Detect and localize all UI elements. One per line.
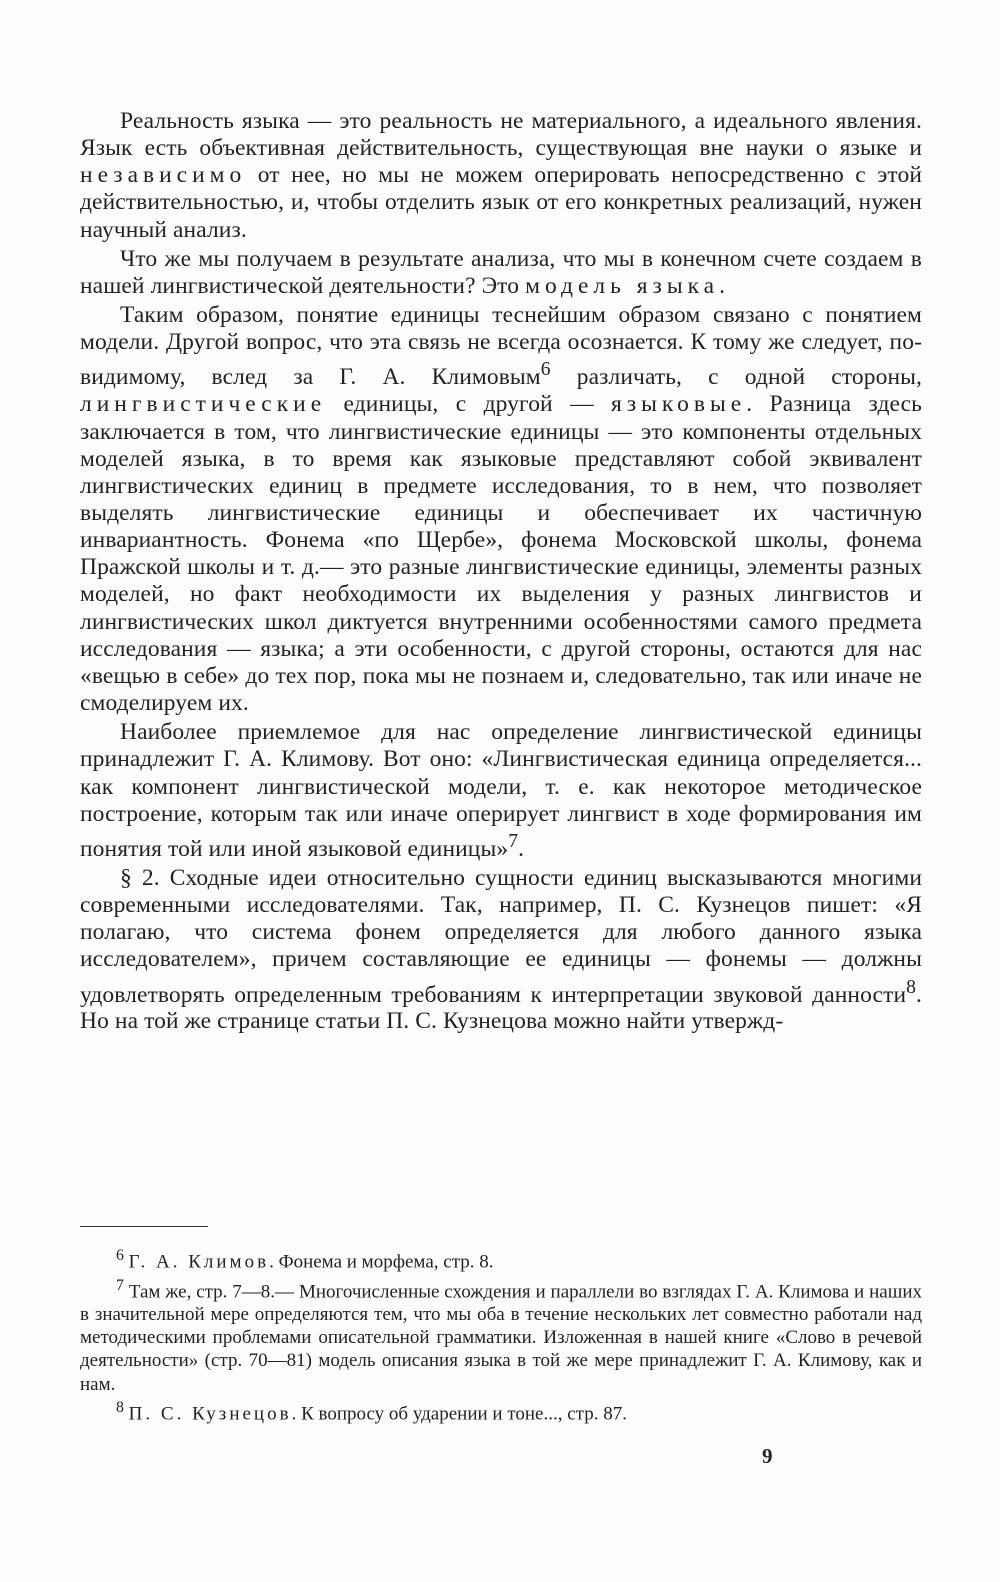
footnote-8 xyxy=(80,1396,922,1426)
paragraph-1 xyxy=(80,108,922,244)
footnote-ref-7: 7 xyxy=(508,830,519,852)
paragraph-3-text-3: единицы, с другой — xyxy=(326,391,612,418)
paragraph-2-text: Что же мы получаем в результате анализа, что мы в конечном счете создаем в нашей лингвистической деятельности? Это xyxy=(80,245,922,299)
footnote-7 xyxy=(80,1274,922,1396)
footnote-ref-8: 8 xyxy=(906,976,917,998)
footnote-8-mark: 8 xyxy=(116,1398,124,1416)
footnote-6-mark: 6 xyxy=(116,1247,124,1264)
footnote-divider xyxy=(80,1226,208,1227)
page-number: 9 xyxy=(762,1444,773,1468)
paragraph-2 xyxy=(80,246,922,300)
footnote-7-mark: 7 xyxy=(116,1276,124,1294)
paragraph-5-tail: . Но на той же странице статьи П. С. Кузнецова можно найти утвержд- xyxy=(80,981,922,1035)
main-text-body xyxy=(80,108,922,1036)
paragraph-3 xyxy=(80,302,922,717)
footnote-8-text: . К вопросу об ударении и тоне..., стр. 87. xyxy=(291,1403,627,1425)
paragraph-1-tail: от нее, но мы не можем оперировать непосредственно с этой действительностью, и, чтобы отделить язык от его конкретных реализаций, нужен научный анализ. xyxy=(80,162,922,243)
paragraph-1-text: Реальность языка — это реальность не материального, а идеального явления. Язык есть объективная действительность, существующая вне науки о языке и xyxy=(80,108,922,162)
footnote-6-text: . Фонема и морфема, стр. 8. xyxy=(269,1251,494,1273)
paragraph-4 xyxy=(80,719,922,863)
footnote-6 xyxy=(80,1244,922,1274)
footnotes xyxy=(80,1244,922,1425)
footnote-ref-6: 6 xyxy=(540,359,551,381)
paragraph-2-tail: . xyxy=(719,272,726,299)
paragraph-3-spaced-term-2: языковые xyxy=(611,391,747,418)
paragraph-5 xyxy=(80,865,922,1036)
paragraph-3-spaced-term-1: лингвистические xyxy=(80,391,327,418)
paragraph-4-text: Наиболее приемлемое для нас определение лингвистической единицы принадлежит Г. А. Климову. Вот оно: «Лингвистическая единица определяется... как компонент лингвистической модели, т. е. как некоторое методическое построение, которым так или иначе оперирует лингвист в ходе формирования им понятия той или иной языковой единицы» xyxy=(80,719,922,862)
paragraph-3-text-2: различать, с одной стороны, xyxy=(550,364,922,391)
paragraph-5-text: § 2. Сходные идеи относительно сущности единиц высказываются многими современными исследователями. Так, например, П. С. Кузнецов пишет: «Я полагаю, что система фонем определяется для любого данного языка исследователем», причем составляющие ее единицы — фонемы — должны удовлетворять определенным требованиям к интерпретации звуковой данности xyxy=(80,864,922,1008)
paragraph-3-text-4: . Разница здесь заключается в том, что лингвистические единицы — это компоненты отдельных моделей языка, в то время как языковые представляют собой эквивалент лингвистических единиц в предмете исследования, то в нем, что позволяет выделять лингвистические единицы и обеспечивает их частичную инвариантность. Фонема «по Щербе», фонема Московской школы, фонема Пражской школы и т. д.— это разные лингвистические единицы, элементы разных моделей, но факт необходимости их выделения у разных лингвистов и лингвистических школ диктуется внутренними особенностями самого предмета исследования — языка; а эти особенности, с другой стороны, остаются для нас «вещью в себе» до тех пор, пока мы не познаем и, следовательно, так или иначе не смоделируем их. xyxy=(80,391,923,717)
paragraph-4-tail: . xyxy=(518,835,525,862)
paragraph-1-spaced-term: независимо xyxy=(80,162,247,189)
footnote-6-author: Г. А. Климов xyxy=(128,1251,270,1273)
footnote-7-text: Там же, стр. 7—8.— Многочисленные схождения и параллели во взглядах Г. А. Климова и наших в значительной мере определяются тем, что мы оба в течение нескольких лет совместно работали над методическими проблемами описательной грамматики. Изложенная в нашей книге «Слово в речевой деятельности» (стр. 70—81) модель описания языка в той же мере принадлежит Г. А. Климову, как и нам. xyxy=(80,1280,923,1395)
paragraph-2-spaced-term: модель языка xyxy=(525,272,720,299)
paragraph-3-text-1: Таким образом, понятие единицы теснейшим образом связано с понятием модели. Другой вопрос, что эта связь не всегда осознается. К тому же следует, по-видимому, вслед за Г. А. Климовым xyxy=(80,302,922,391)
footnote-8-author: П. С. Кузнецов xyxy=(128,1403,292,1425)
